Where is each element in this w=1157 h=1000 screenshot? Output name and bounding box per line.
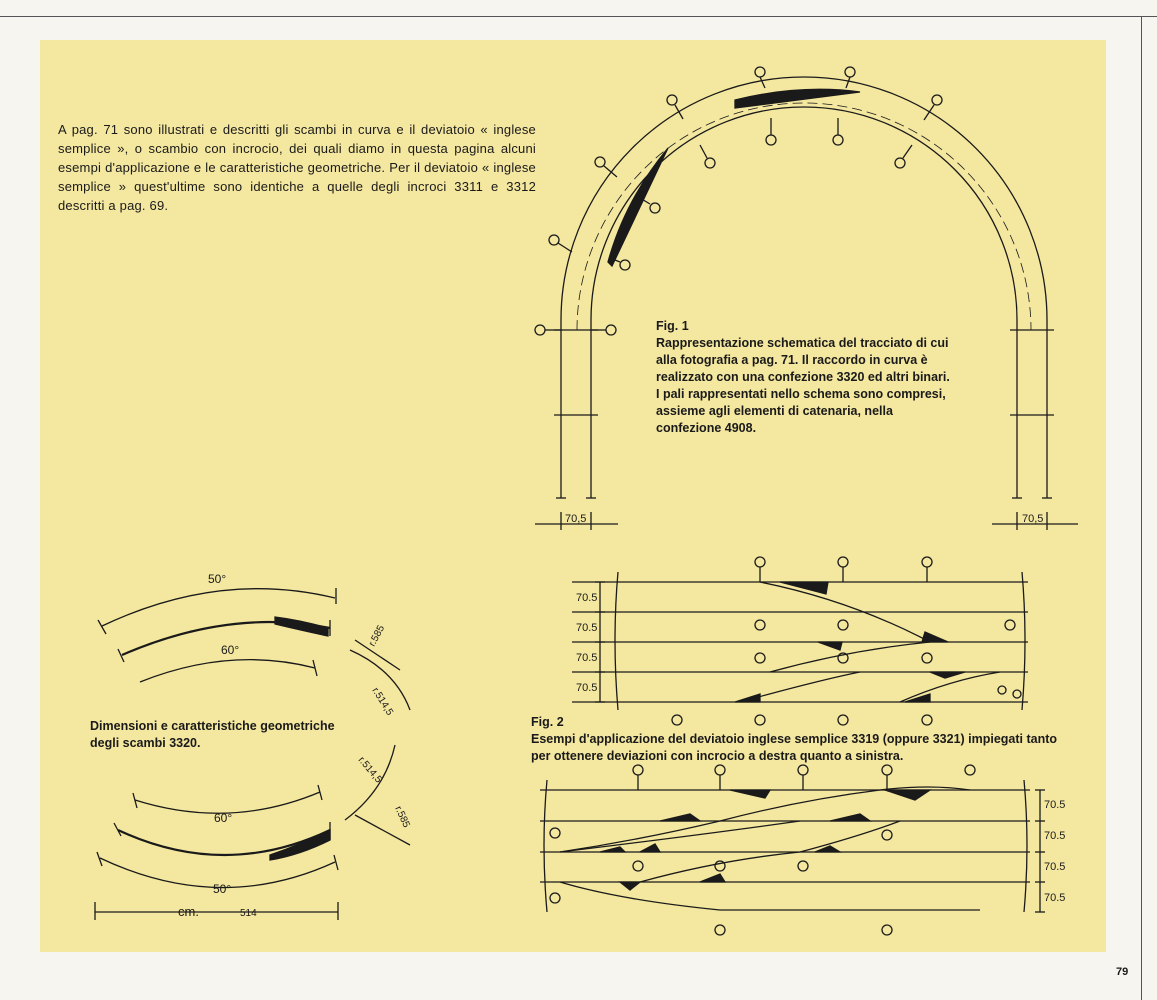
fig3-angle-60-bottom: 60° [214,811,233,825]
fig3-caption: Dimensioni e caratteristiche geometriche degli scambi 3320. [90,719,335,750]
fig3-geometry-top [98,588,410,710]
fig2-text: Esempi d'applicazione del deviatoio inglese semplice 3319 (oppure 3321) impiegati tanto per ottenere deviazioni con incrocio a destra quanto a sinistra. [531,732,1058,763]
fig1-arch-diagram [535,67,1078,530]
fig2-upper-label-3: 70.5 [576,652,598,664]
fig3-geometry-bottom [95,745,410,920]
arch-rail-outer [561,77,1047,498]
fig2-title: Fig. 2 [531,715,564,729]
fig3-length-value: 514 [240,908,257,919]
intro-paragraph: A pag. 71 sono illustrati e descritti gli scambi in curva e il deviatoio « inglese semplice », o scambio con incrocio, dei quali diamo in questa pagina alcuni esempi d'applicazione e le caratteristiche geometriche. Per il deviatoio « inglese semplice » quest'ultime sono identiche a quelle degli incroci 3311 e 3312 descritti a pag. 69. [58,122,536,213]
fig2-upper-label-4: 70.5 [576,682,598,694]
fig2-lower-diagram [540,765,1045,935]
fig2-upper-label-2: 70.5 [576,622,598,634]
fig3-length-unit: cm. [178,904,199,919]
fig2-upper-label-1: 70.5 [576,592,598,604]
fig3-r585-bottom: r.585 [392,804,412,830]
fig2-upper-diagram [572,557,1028,725]
fig3-r5145-top: r.514,5 [369,685,395,718]
fig3-angle-50-top: 50° [208,572,227,586]
fig3-angle-60-top: 60° [221,643,240,657]
arch-catenary-dashed [577,103,1031,330]
fig3-angle-50-bottom: 50° [213,882,232,896]
fig1-title: Fig. 1 [656,319,689,333]
fig3-r5145-bottom: r.514,5 [355,754,384,786]
fig1-dim-right: 70,5 [1022,513,1044,525]
fig1-text: Rappresentazione schematica del tracciato di cui alla fotografia a pag. 71. Il raccordo in curva è realizzato con una confezione 3320 ed altri binari. I pali rappresentati nello schema sono compresi, assieme agli elementi di catenaria, nella confezione 4908. [656,336,950,435]
fig1-dim-left: 70,5 [565,513,587,525]
fig2-lower-label-4: 70.5 [1044,892,1066,904]
fig2-lower-label-1: 70.5 [1044,799,1066,811]
arc-60-top [140,660,315,682]
fig2-lower-label-2: 70.5 [1044,830,1066,842]
page-number: 79 [1116,966,1129,978]
fig2-lower-label-3: 70.5 [1044,861,1066,873]
arc-50-top [102,589,335,626]
fig3-r585-top: r.585 [366,623,388,649]
